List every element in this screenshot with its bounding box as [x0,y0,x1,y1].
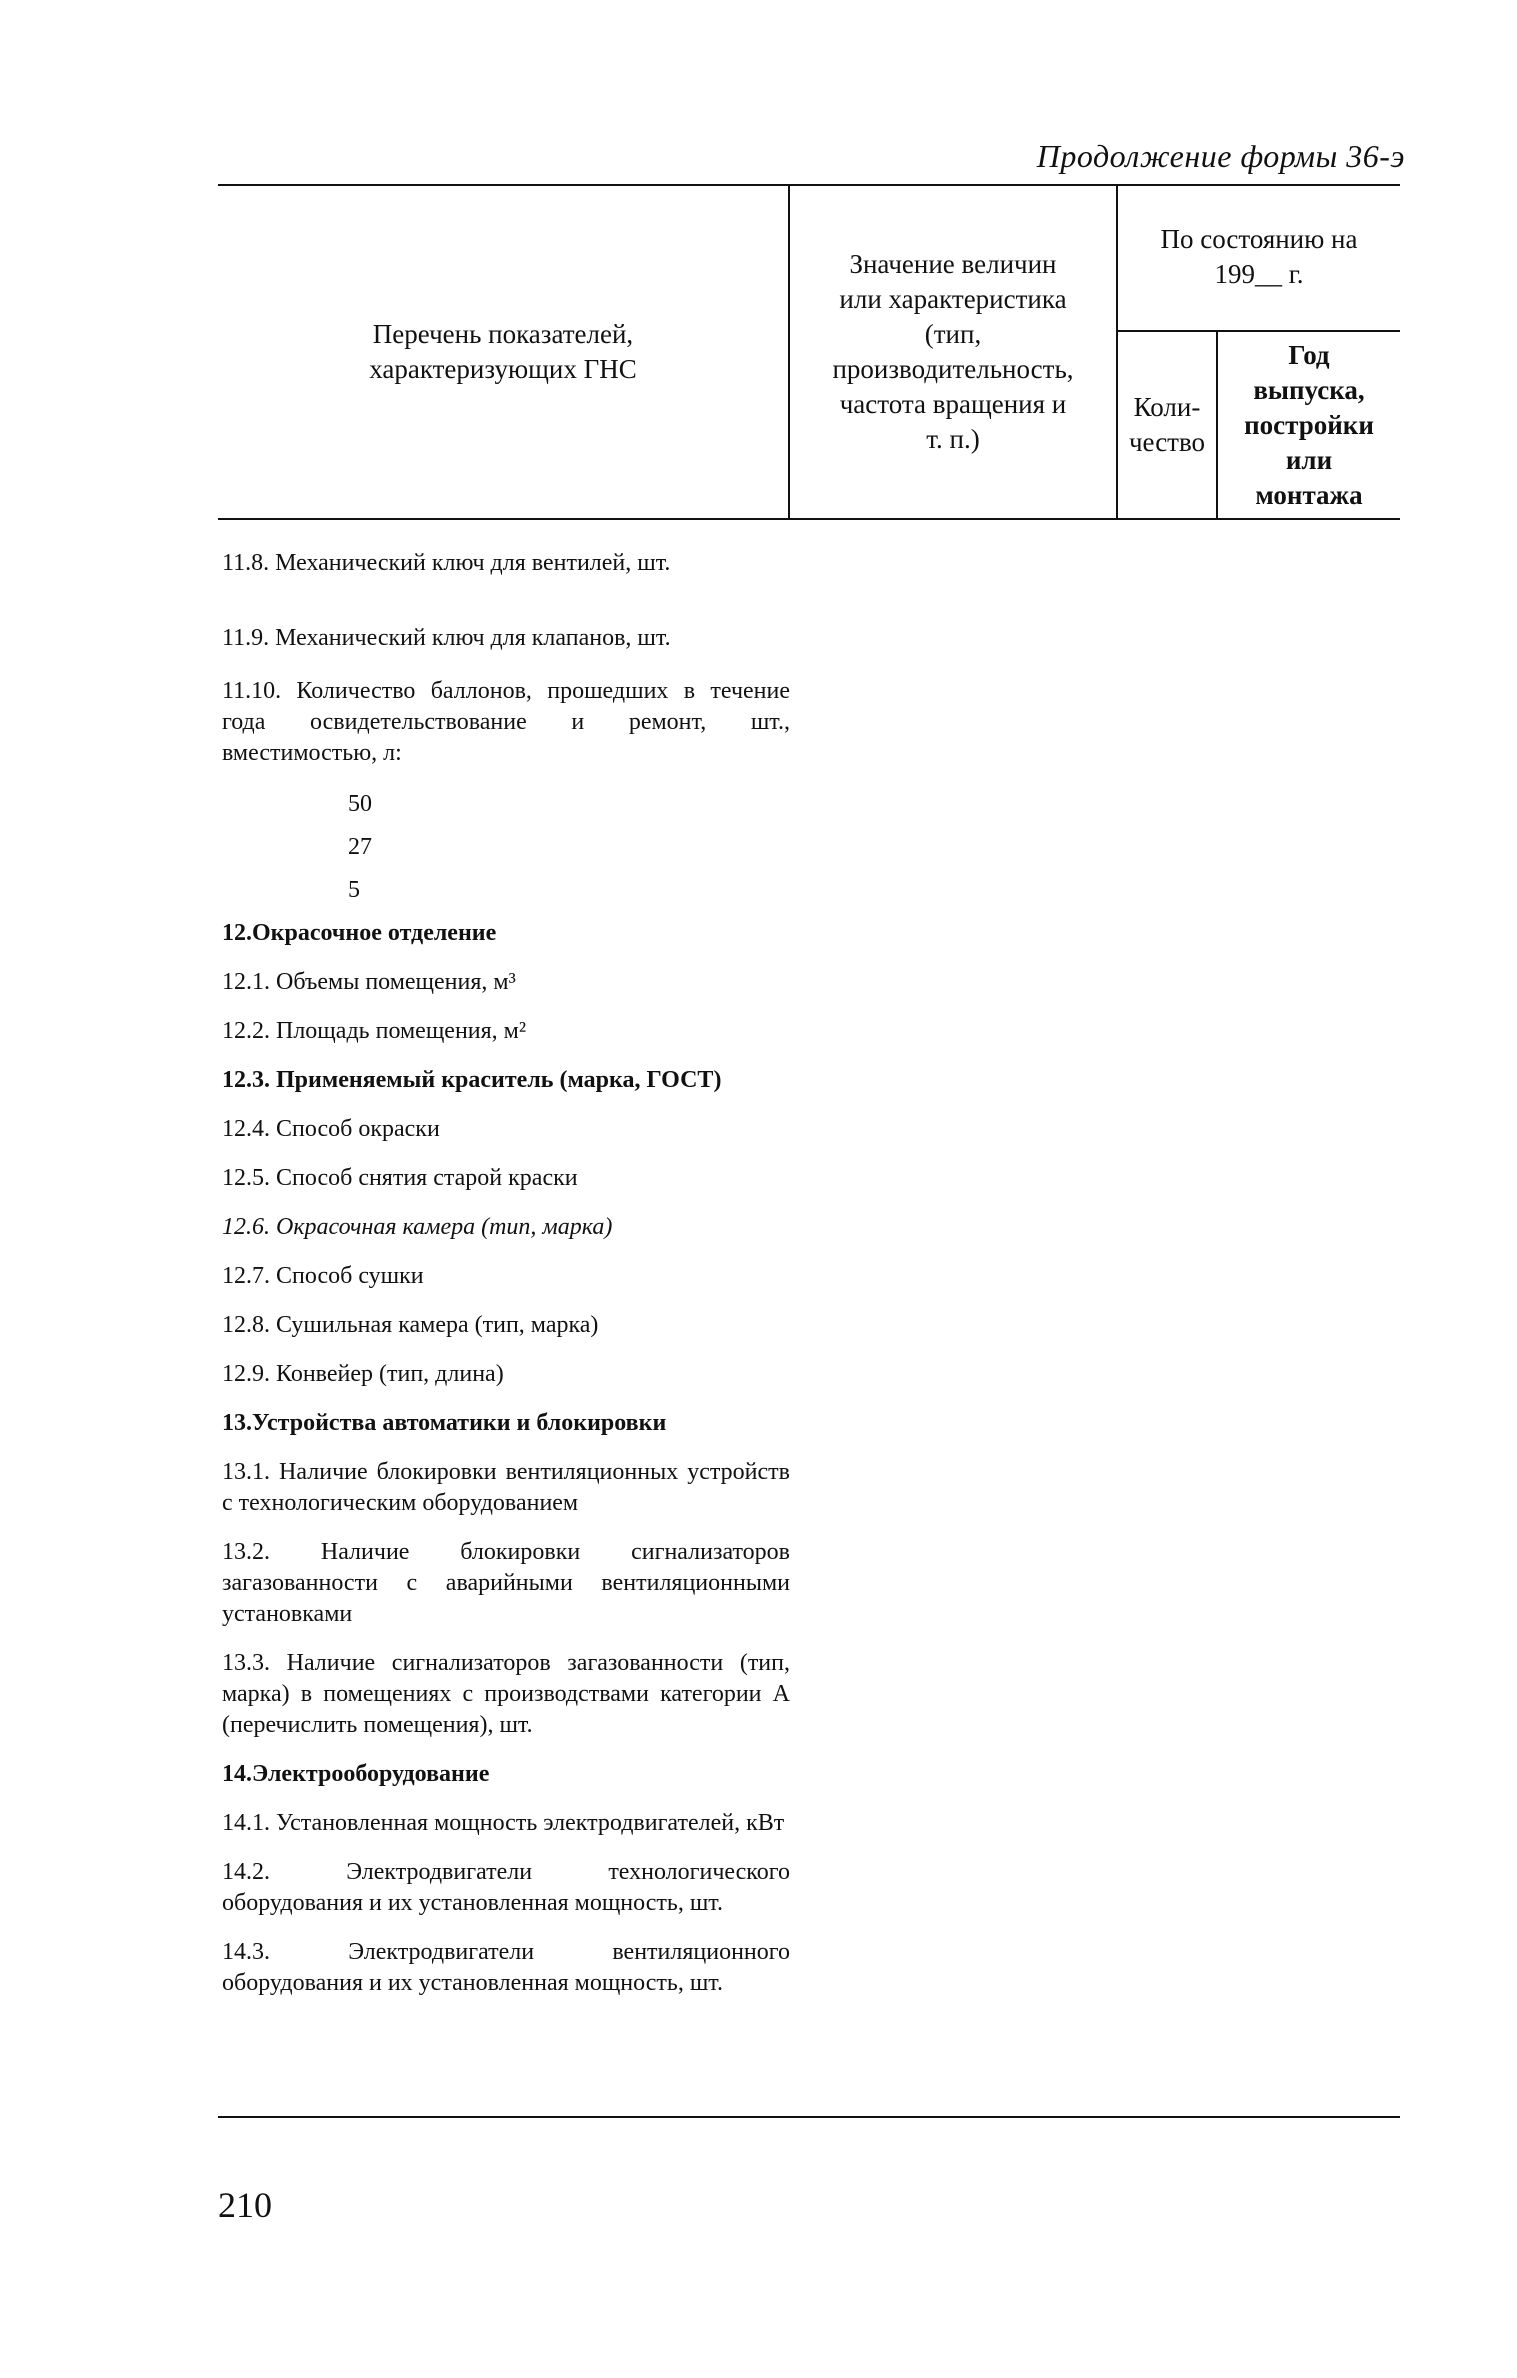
row-12-4: 12.4. Способ окраски [222,1116,440,1142]
row-12-8: 12.8. Сушильная камера (тип, марка) [222,1312,599,1338]
section-14-title: 14.Электрооборудование [222,1761,490,1787]
row-14-1: 14.1. Установленная мощность электродвигателей, кВт [222,1810,785,1836]
row-14-3: 14.3. Электродвигатели вентиляционного оборудования и их установленная мощность, шт. [222,1939,790,1996]
capacity-27: 27 [348,834,372,860]
row-13-1: 13.1. Наличие блокировки вентиляционных устройств с технологическим оборудованием [222,1459,790,1516]
header-quantity: Коли- чество [1128,392,1206,457]
header-indicators: Перечень показателей, характеризующих ГНС [369,319,637,384]
page-number: 210 [218,2185,272,2225]
row-14-2: 14.2. Электродвигатели технологического оборудования и их установленная мощность, шт. [222,1859,790,1916]
row-13-3: 13.3. Наличие сигнализаторов загазованности (тип, марка) в помещениях с производствами категории А (перечислить помещения), шт. [222,1650,790,1738]
row-11-10: 11.10. Количество баллонов, прошедших в течение года освидетельствование и ремонт, шт., вместимостью, л: [222,678,790,766]
row-12-5: 12.5. Способ снятия старой краски [222,1165,578,1191]
capacity-5: 5 [348,877,360,903]
row-12-6: 12.6. Окрасочная камера (тип, марка) [222,1214,613,1240]
row-12-7: 12.7. Способ сушки [222,1263,424,1289]
row-13-2: 13.2. Наличие блокировки сигнализаторов загазованности с аварийными вентиляционными установками [222,1539,790,1627]
header-state: По состоянию на 199__ г. [1160,224,1358,289]
row-12-1: 12.1. Объемы помещения, м³ [222,969,516,995]
row-12-2: 12.2. Площадь помещения, м² [222,1018,527,1044]
indicator-list [222,548,790,2017]
section-12-title: 12.Окрасочное отделение [222,920,497,946]
row-11-8: 11.8. Механический ключ для вентилей, шт. [222,550,671,576]
row-12-3: 12.3. Применяемый краситель (марка, ГОСТ) [222,1067,722,1093]
capacity-50: 50 [348,791,372,817]
header-value: Значение величин или характеристика (тип, производительность, частота вращения и т. п.) [832,249,1074,454]
section-13-title: 13.Устройства автоматики и блокировки [222,1410,667,1436]
table-bottom-rule [218,2116,1400,2118]
continuation-title: Продолжение формы 36-э [1036,138,1405,174]
table-header [218,184,1400,520]
header-year: Год выпуска, постройки или монтажа [1244,339,1374,510]
row-11-9: 11.9. Механический ключ для клапанов, шт. [222,625,671,651]
row-12-9: 12.9. Конвейер (тип, длина) [222,1361,504,1387]
